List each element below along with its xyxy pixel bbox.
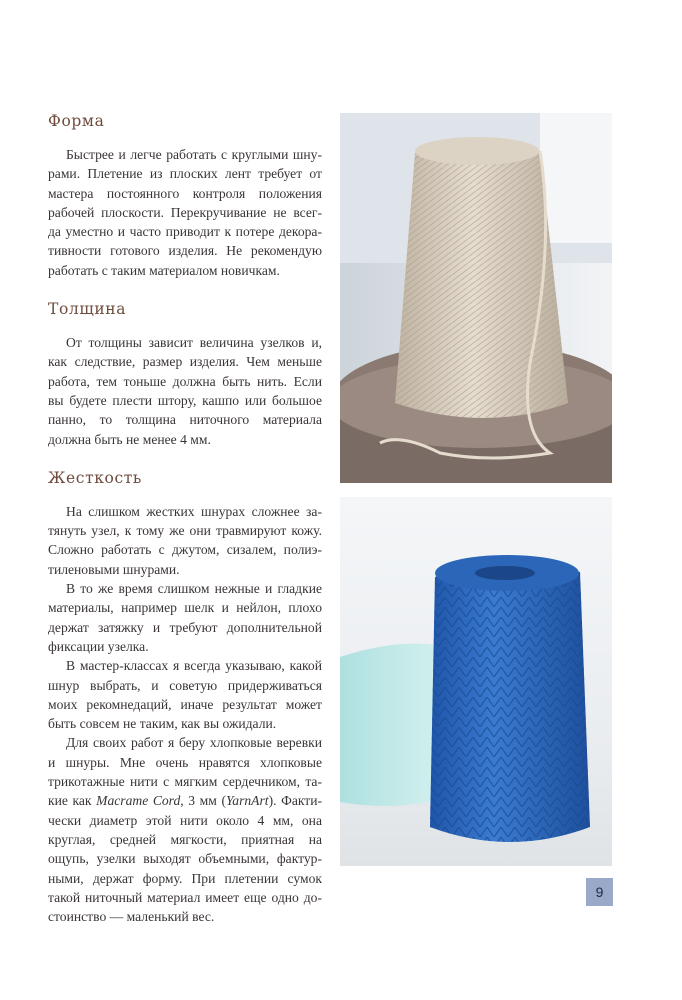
text-line: панно, то толщина ниточного материала — [48, 412, 322, 428]
text-line: должна быть не менее 4 мм. — [48, 431, 211, 447]
text-line: тивности готового изделия. Не рекомендую — [48, 243, 322, 259]
text-line: шнур выбрать, и советую придерживаться — [48, 677, 322, 693]
text-line: да уместно и часто приводит к потере декора- — [48, 224, 322, 240]
text-line: Для своих работ я беру хлопковые веревки — [66, 735, 322, 751]
text-line: фиксации узелка. — [48, 638, 149, 654]
text-line: тянуть узел, к тому же они травмируют кожу. — [48, 523, 322, 539]
section-heading: Толщина — [48, 300, 127, 319]
text-line: Сложно работать с джутом, сизалем, полиэ- — [48, 542, 322, 558]
text-line: ощупь, узелки выходят объемными, фактур- — [48, 851, 322, 867]
text-line: работа, тем тоньше должна быть нить. Если — [48, 373, 322, 389]
text-line: моих рекомнедаций, иначе результат может — [48, 696, 322, 712]
text-line: как следствие, размер изделия. Чем меньше — [48, 354, 322, 370]
text-line: круглая, средней мягкости, приятная на — [48, 831, 322, 847]
text-line: стоинство — маленький вес. — [48, 909, 215, 925]
paragraph — [48, 579, 322, 656]
text-line: чески диаметр этой нити около 4 мм, она — [48, 812, 322, 828]
section-heading: Форма — [48, 112, 105, 130]
text-line: На слишком жестких шнурах сложнее за- — [66, 503, 322, 519]
text-line: В то же время слишком нежные и гладкие — [66, 581, 322, 597]
text-line: и шнуры. Мне очень нравятся хлопковые — [48, 754, 322, 770]
page-number: 9 — [586, 878, 613, 906]
text-line: быть совсем не таким, как вы ожидали. — [48, 716, 277, 732]
paragraph — [48, 656, 322, 733]
text-line: держат затяжку и требуют дополнительной — [48, 619, 322, 635]
text-line: ными, держат форму. При плетении сумок — [48, 870, 322, 886]
text-line: тиленовыми шнурами. — [48, 561, 180, 577]
text-line: рабочей плоскости. Перекручивание не всег- — [48, 204, 322, 220]
text-line: трикотажные нити с мягким сердечником, та- — [48, 774, 322, 790]
photo-beige-cotton-cord-spool — [340, 113, 612, 483]
paragraph — [48, 733, 322, 926]
text-line: В мастер-классах я всегда указываю, какой — [66, 658, 322, 674]
section-heading: Жесткость — [48, 468, 142, 487]
beige-spool-illustration — [340, 113, 612, 483]
text-line: рами. Плетение из плоских лент требует от — [48, 166, 322, 182]
text-line: мастера постоянного контроля положения — [48, 185, 322, 201]
paragraph — [48, 502, 322, 579]
text-line: кие как Macrame Cord, 3 мм (YarnArt). Факти- — [48, 793, 323, 809]
text-line: материалы, например шелк и нейлон, плохо — [48, 600, 322, 616]
paragraph — [48, 145, 322, 280]
text-line: вы будете плести штору, кашпо или большое — [48, 392, 322, 408]
photo-blue-and-mint-cord-spools — [340, 497, 612, 866]
paragraph — [48, 333, 322, 449]
blue-spool-illustration — [340, 497, 612, 866]
text-line: От толщины зависит величина узелков и, — [66, 335, 322, 351]
text-line: работать с таким материалом новичкам. — [48, 262, 280, 278]
text-line: такой ниточный материал имеет еще одно до- — [48, 889, 322, 905]
text-column — [48, 112, 322, 926]
text-line: Быстрее и легче работать с круглыми шну- — [66, 147, 322, 162]
